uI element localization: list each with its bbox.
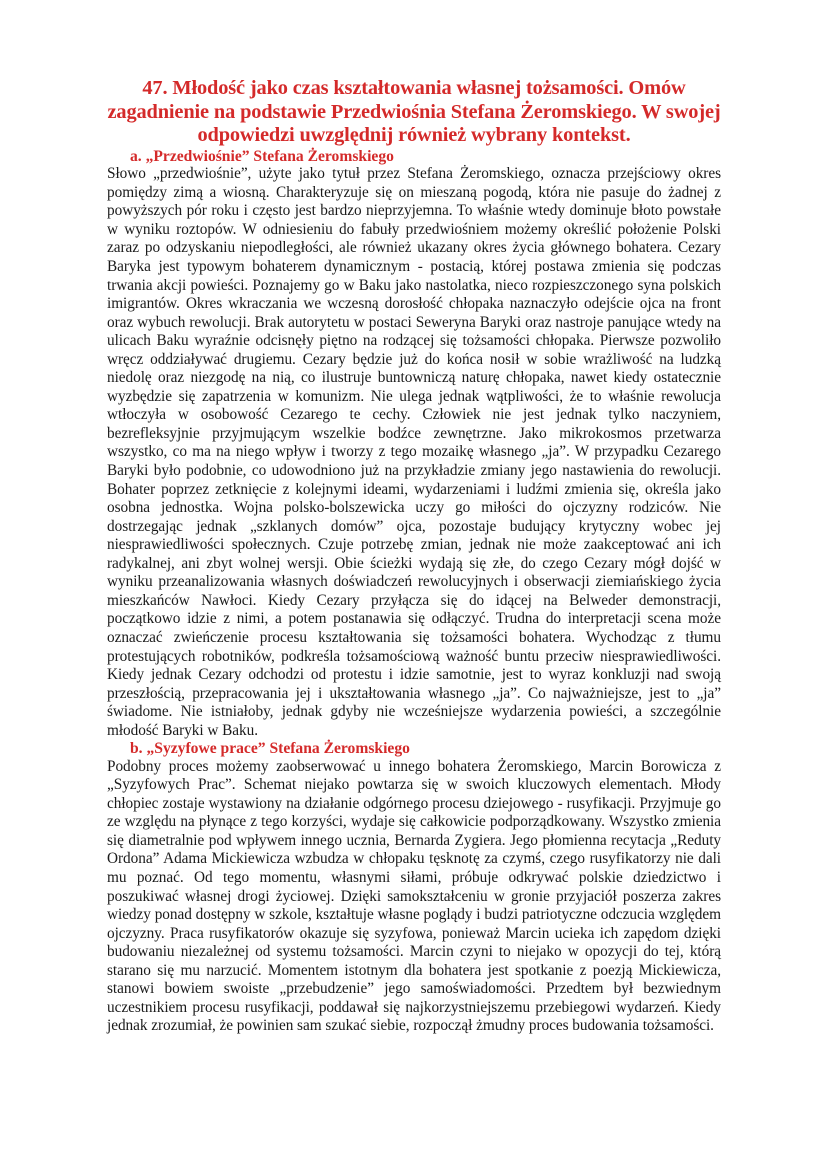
document-page <box>107 77 721 1036</box>
document-title: 47. Młodość jako czas kształtowania własnej tożsamości. Omów zagadnienie na podstawie Przedwiośnia Stefana Żeromskiego. W swojej odpowiedzi uwzględnij również wybrany kontekst. <box>107 77 721 147</box>
section-body-syzyfowe-prace: Podobny proces możemy zaobserwować u innego bohatera Żeromskiego, Marcin Borowicza z „Syzyfowych Prac”. Schemat niejako powtarza się w swoich kluczowych elementach. Młody chłopiec zostaje wystawiony na działanie odgórnego procesu dziejowego - rusyfikacji. Przyjmuje go ze względu na płynące z tego korzyści, wydaje się całkowicie podporządkowany. Wszystko zmienia się diametralnie pod wpływem innego ucznia, Bernarda Zygiera. Jego płomienna recytacja „Reduty Ordona” Adama Mickiewicza wzbudza w chłopaku tęsknotę za czymś, czego rusyfikatorzy nie dali mu poznać. Od tego momentu, własnymi siłami, próbuje odkrywać polskie dziedzictwo i poszukiwać własnej drogi życiowej. Dzięki samokształceniu w gronie przyjaciół poszerza zakres wiedzy ponad dostępny w szkole, kształtuje własne poglądy i budzi patriotyczne odczucia względem ojczyzny. Praca rusyfikatorów okazuje się syzyfowa, ponieważ Marcin ucieka ich zapędom dzięki budowaniu niezależnej od systemu tożsamości. Marcin czyni to niejako w opozycji do tej, którą starano się mu narzucić. Momentem istotnym dla bohatera jest spotkanie z poezją Mickiewicza, stanowi bowiem swoiste „przebudzenie” jego samoświadomości. Przedtem był bezwiednym uczestnikiem procesu rusyfikacji, poddawał się najkorzystniejszemu przebiegowi wydarzeń. Kiedy jednak zrozumiał, że powinien sam szukać siebie, rozpoczął żmudny proces budowania tożsamości. <box>107 757 721 1035</box>
section-body-przedwiosnie: Słowo „przedwiośnie”, użyte jako tytuł przez Stefana Żeromskiego, oznacza przejściowy okres pomiędzy zimą a wiosną. Charakteryzuje się on mieszaną pogodą, która nie pasuje do żadnej z powyższych pór roku i często jest bardzo nieprzyjemna. To właśnie wtedy dominuje błoto powstałe w wyniku roztopów. W odniesieniu do fabuły przedwiośniem możemy określić położenie Polski zaraz po odzyskaniu niepodległości, ale również ukazany okres życia głównego bohatera. Cezary Baryka jest typowym bohaterem dynamicznym - postacią, której postawa zmienia się podczas trwania akcji powieści. Poznajemy go w Baku jako nastolatka, nieco rozpieszczonego syna polskich imigrantów. Okres wkraczania we wczesną dorosłość chłopaka naznaczyło odejście ojca na front oraz wybuch rewolucji. Brak autorytetu w postaci Seweryna Baryki oraz nastroje panujące wtedy na ulicach Baku wyraźnie odcisnęły piętno na rodzącej się tożsamości chłopaka. Pierwsze pozwoliło wręcz oddziaływać drugiemu. Cezary będzie już do końca nosił w sobie wrażliwość na ludzką niedolę oraz niezgodę na nią, co ilustruje buntowniczą naturę chłopaka, nawet kiedy ostatecznie wyzbędzie się zapatrzenia w komunizm. Nie ulega jednak wątpliwości, że to właśnie rewolucja wtłoczyła w osobowość Cezarego te cechy. Człowiek nie jest jednak tylko naczyniem, bezrefleksyjnie przyjmującym wszelkie bodźce zewnętrzne. Jako mikrokosmos przetwarza wszystko, co ma na niego wpływ i tworzy z tego mozaikę własnego „ja”. W przypadku Cezarego Baryki było podobnie, co udowodniono już na przykładzie zmiany jego nastawienia do rewolucji. Bohater poprzez zetknięcie z kolejnymi ideami, wydarzeniami i ludźmi zmienia się, określa jako osobna jednostka. Wojna polsko-bolszewicka uczy go miłości do ojczyzny rodziców. Nie dostrzegając jednak „szklanych domów” ojca, pozostaje budujący krytyczny wobec jej niesprawiedliwości społecznych. Czuje potrzebę zmian, jednak nie może zaakceptować ani ich radykalnej, ani zbyt wolnej wersji. Obie ścieżki wydają się złe, do czego Cezary mógł dojść w wyniku przeanalizowania własnych doświadczeń rewolucyjnych i obserwacji ziemiańskiego życia mieszkańców Nawłoci. Kiedy Cezary przyłącza się do idącej na Belweder demonstracji, początkowo idzie z nimi, a potem postanawia się odłączyć. Trudna do interpretacji scena może oznaczać zwieńczenie procesu kształtowania się tożsamości bohatera. Wychodząc z tłumu protestujących robotników, podkreśla tożsamościową ważność buntu przeciw niesprawiedliwości. Kiedy jednak Cezary odchodzi od protestu i idzie samotnie, jest to wyraz konkluzji nad swoją przeszłością, przepracowania jej i ukształtowania własnego „ja”. Co najważniejsze, jest to „ja” świadome. Nie istniałoby, jednak gdyby nie wcześniejsze wydarzenia powieści, a szczególnie młodość Baryki w Baku. <box>107 165 721 739</box>
section-heading-przedwiosnie: a. „Przedwiośnie” Stefana Żeromskiego <box>130 147 394 165</box>
section-heading-syzyfowe-prace: b. „Syzyfowe prace” Stefana Żeromskiego <box>130 740 410 758</box>
